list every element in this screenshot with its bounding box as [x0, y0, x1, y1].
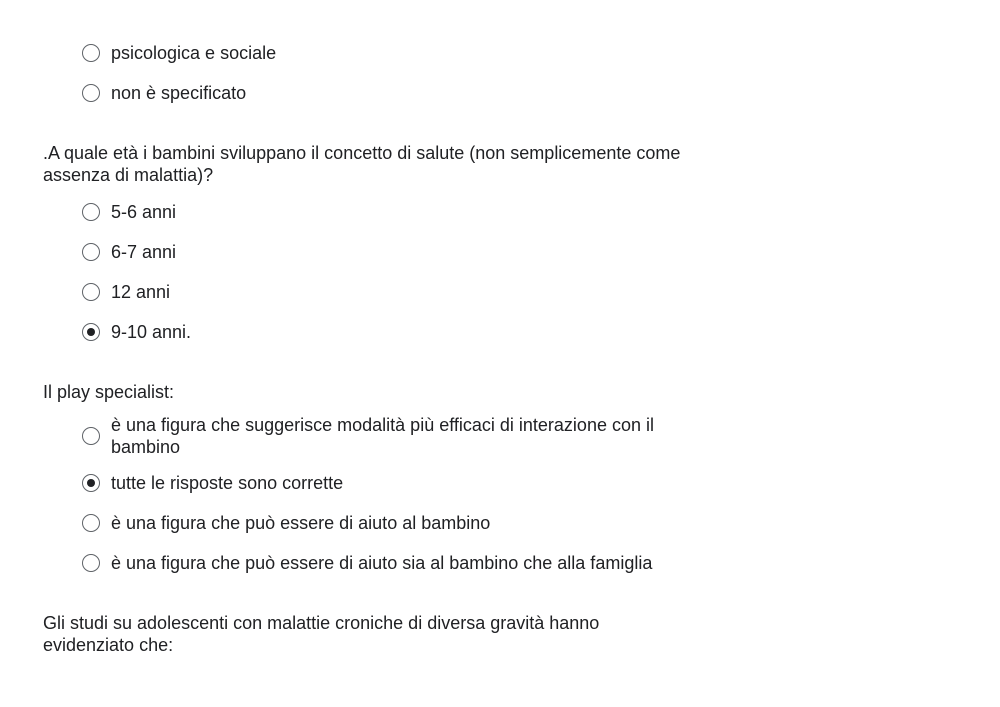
q1-option-5-6[interactable]	[82, 201, 701, 223]
option-label: 6-7 anni	[111, 242, 177, 262]
q0-option-psicologica[interactable]	[82, 42, 701, 64]
option-label: 9-10 anni.	[111, 322, 192, 342]
q2-option-aiuto-bambino[interactable]	[82, 512, 701, 534]
option-label: psicologica e sociale	[111, 43, 277, 63]
radio-button[interactable]	[82, 84, 100, 102]
radio-button[interactable]	[82, 243, 100, 261]
option-label: è una figura che suggerisce modalità più efficaci di interazione con il bambino	[111, 415, 654, 457]
q1-option-12[interactable]	[82, 281, 701, 303]
q2-option-aiuto-famiglia[interactable]	[82, 552, 701, 574]
option-label: è una figura che può essere di aiuto sia al bambino che alla famiglia	[111, 553, 653, 573]
option-label: 5-6 anni	[111, 202, 177, 222]
option-label: 12 anni	[111, 282, 171, 302]
q0-option-non-specificato[interactable]	[82, 82, 701, 104]
radio-button[interactable]	[82, 514, 100, 532]
radio-button[interactable]	[82, 554, 100, 572]
radio-button[interactable]	[82, 44, 100, 62]
q1-option-6-7[interactable]	[82, 241, 701, 263]
radio-button[interactable]	[82, 427, 100, 445]
q2-option-tutte-corrette[interactable]	[82, 472, 701, 494]
radio-button[interactable]	[82, 203, 100, 221]
radio-button[interactable]	[82, 283, 100, 301]
question-eta-concetto-salute: .A quale età i bambini sviluppano il concetto di salute (non semplicemente come assenza di malattia)?	[43, 143, 681, 185]
option-label: tutte le risposte sono corrette	[111, 473, 344, 493]
question-play-specialist: Il play specialist:	[43, 382, 175, 402]
q2-option-suggerisce[interactable]	[82, 414, 701, 458]
radio-button-selected[interactable]	[82, 323, 100, 341]
question-adolescenti-malattie-croniche: Gli studi su adolescenti con malattie croniche di diversa gravità hanno evidenziato che:	[43, 613, 600, 655]
q1-option-9-10[interactable]	[82, 321, 701, 343]
option-label: non è specificato	[111, 83, 247, 103]
radio-button-selected[interactable]	[82, 474, 100, 492]
option-label: è una figura che può essere di aiuto al bambino	[111, 513, 491, 533]
